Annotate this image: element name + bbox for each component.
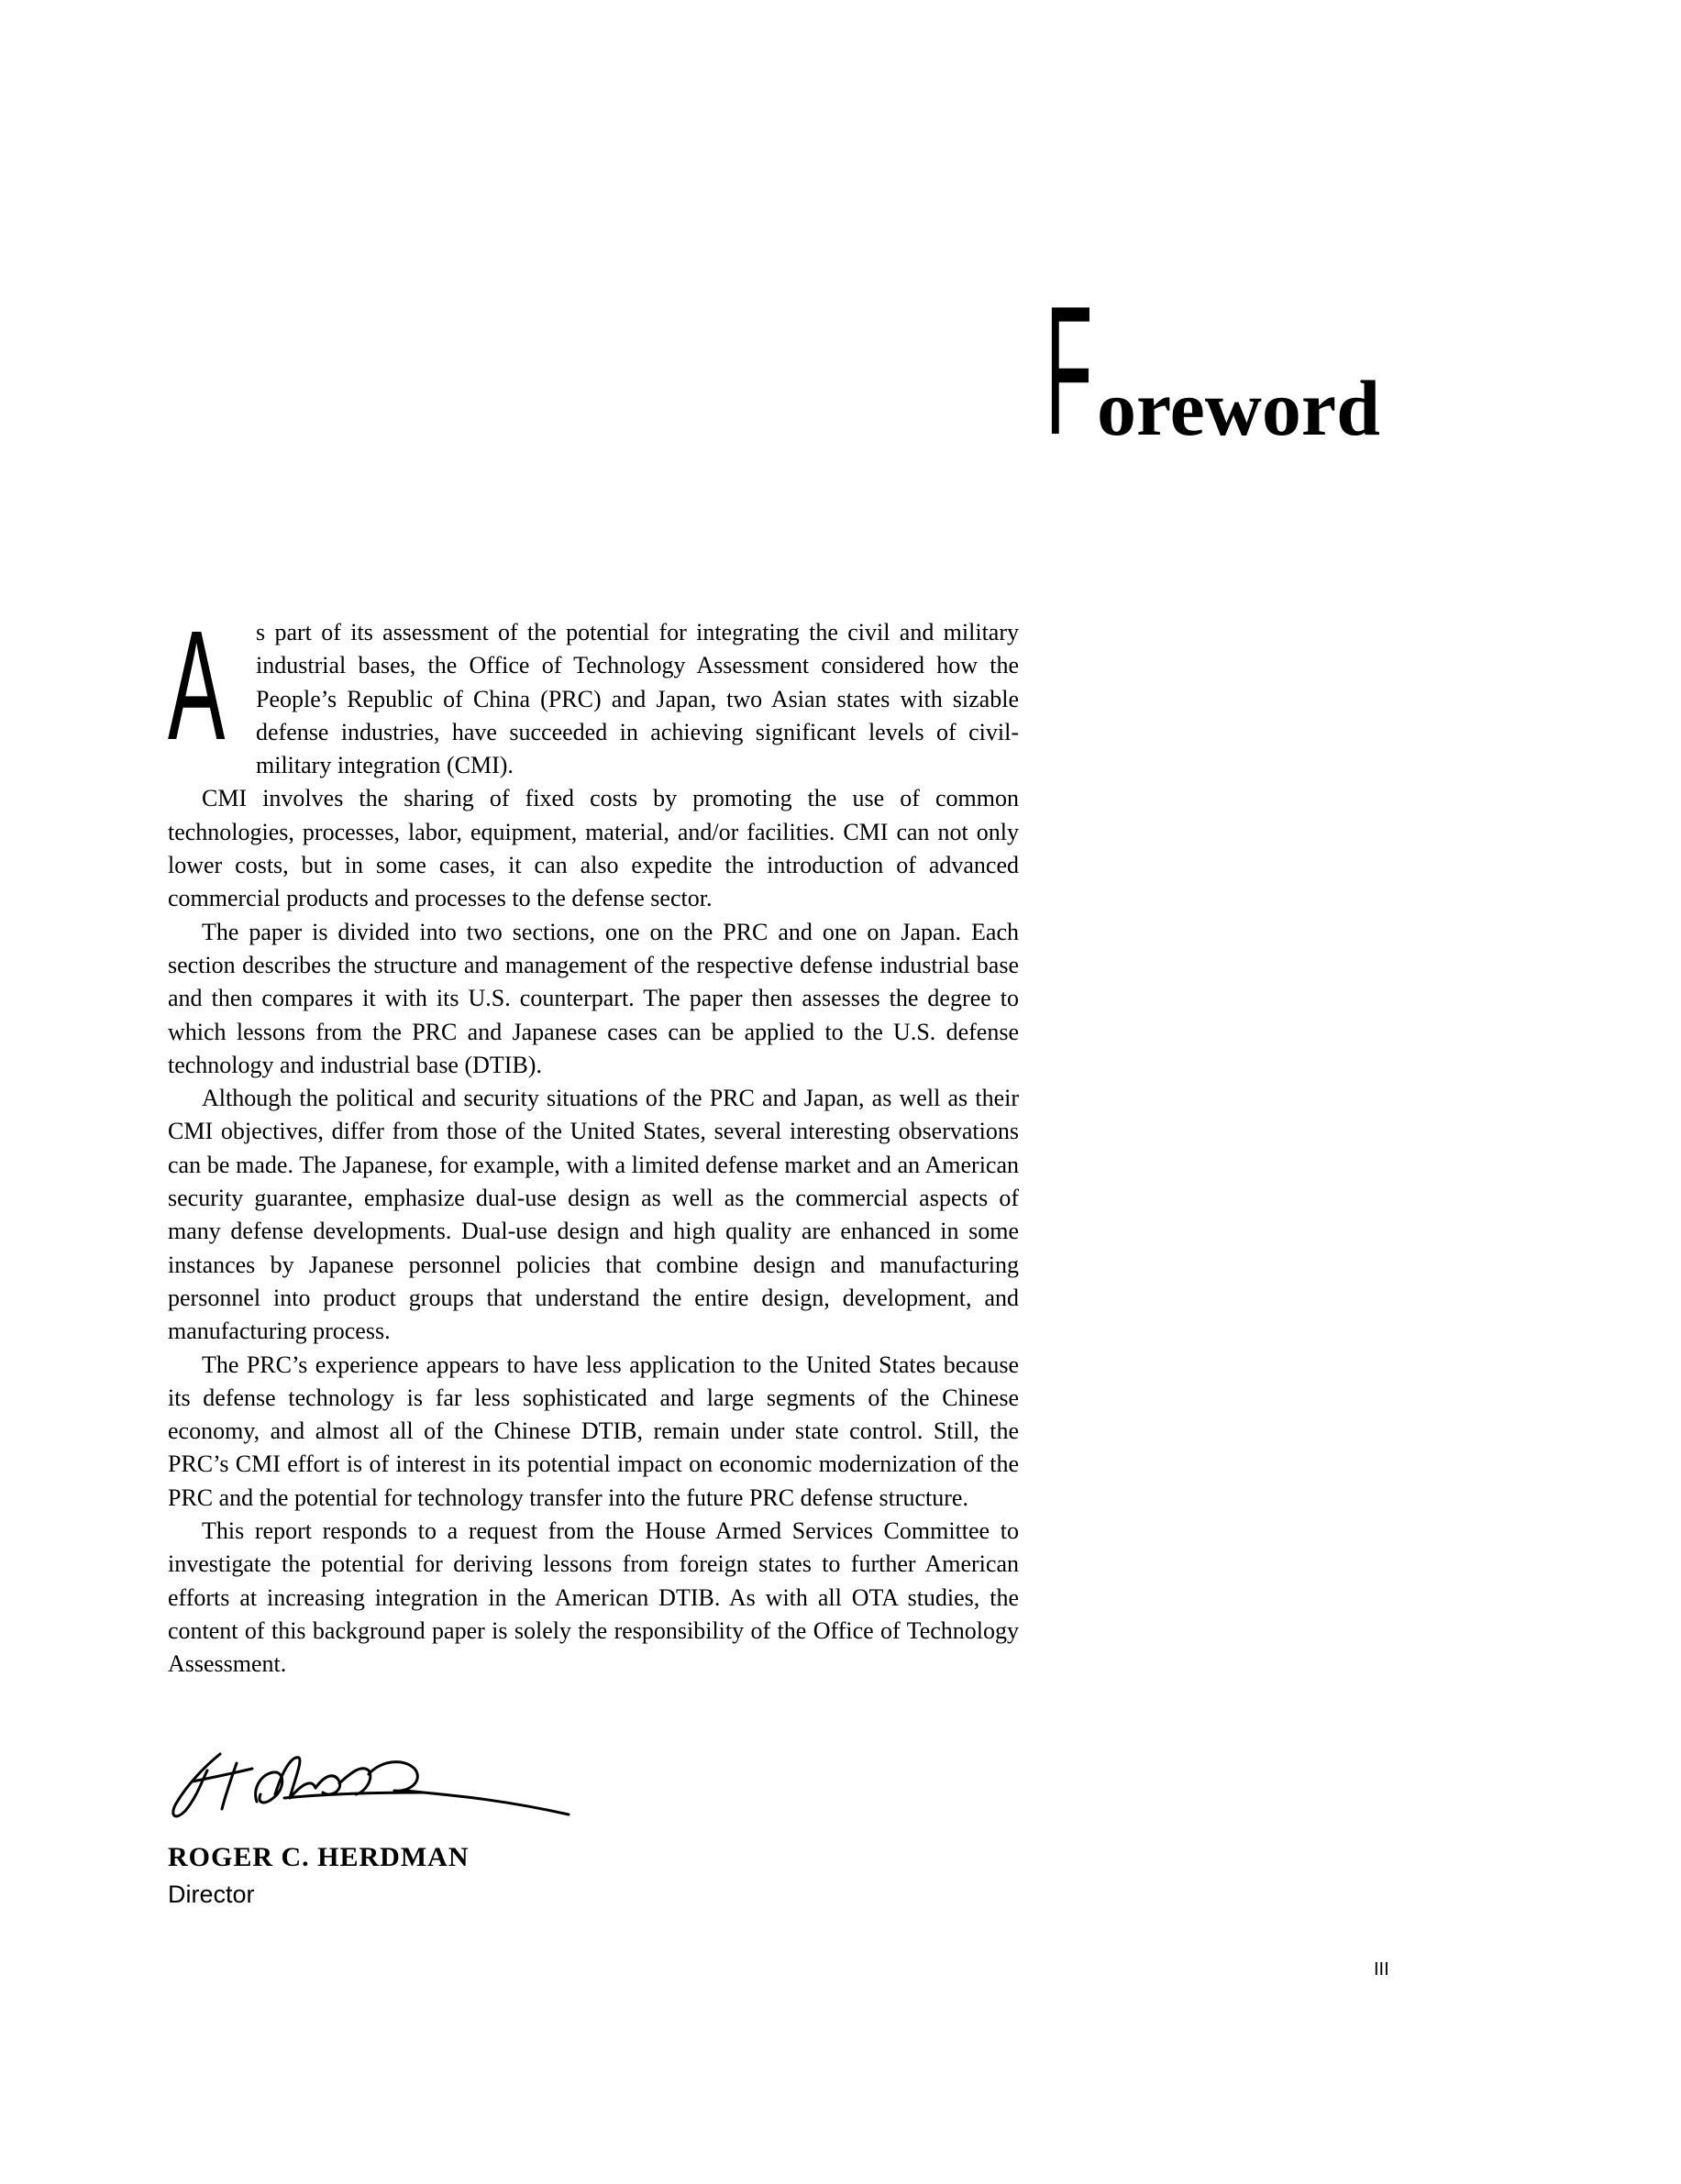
page-number: III [1374,1959,1389,1980]
paragraph-6: This report responds to a request from the House Armed Services Committee to investigate the potential for deriving lessons from foreign states to further American efforts at increasing integration in the American DTIB. As with all OTA studies, the content of this background paper is solely the responsibility of the Office of Technology Assessment. [168,1517,1019,1678]
title-remainder: oreword [1097,364,1380,452]
paragraph-5: The PRC’s experience appears to have less application to the United States because its defense technology is far less sophisticated and large segments of the Chinese economy, and almost all of the Chinese DTIB, remain under state control. Still, the PRC’s CMI effort is of interest in its potential impact on economic modernization of the PRC and the potential for technology transfer into the future PRC defense structure. [168,1351,1019,1511]
signatory-name: ROGER C. HERDMAN [168,1842,470,1872]
paragraph-1-text: s part of its assessment of the potential for integrating the civil and military industrial bases, the Office of Technology Assessment considered how the People’s Republic of China (PRC) and Japan, two Asian states with sizable defense industries, have succeeded in achieving significant levels of civil-military integration (CMI). [256,619,1019,779]
paragraph-1 [168,599,1019,782]
title-initial-letter: F [1045,269,1093,473]
signatory-title: Director [168,1881,255,1908]
paragraph-4: Although the political and security situations of the PRC and Japan, as well as their CMI objectives, differ from those of the United States, several interesting observations can be made. The Japanese, for example, with a limited defense market and an American security guarantee, emphasize dual-use design as well as the commercial aspects of many defense developments. Dual-use design and high quality are enhanced in some instances by Japanese personnel policies that combine design and manufacturing personnel into product groups that understand the entire design, development, and manufacturing process. [168,1085,1019,1345]
handwritten-signature [165,1737,587,1829]
paragraph-2: CMI involves the sharing of fixed costs by promoting the use of common technologies, processes, labor, equipment, material, and/or facilities. CMI can not only lower costs, but in some cases, it can also expedite the introduction of advanced commercial products and processes to the defense sector. [168,785,1019,912]
paragraph-3: The paper is divided into two sections, one on the PRC and one on Japan. Each section describes the structure and management of the respective defense industrial base and then compares it with its U.S. counterpart. The paper then assesses the degree to which lessons from the PRC and Japanese cases can be applied to the U.S. defense technology and industrial base (DTIB). [168,918,1019,1078]
drop-cap: A [168,599,226,773]
foreword-body [168,599,1019,1682]
